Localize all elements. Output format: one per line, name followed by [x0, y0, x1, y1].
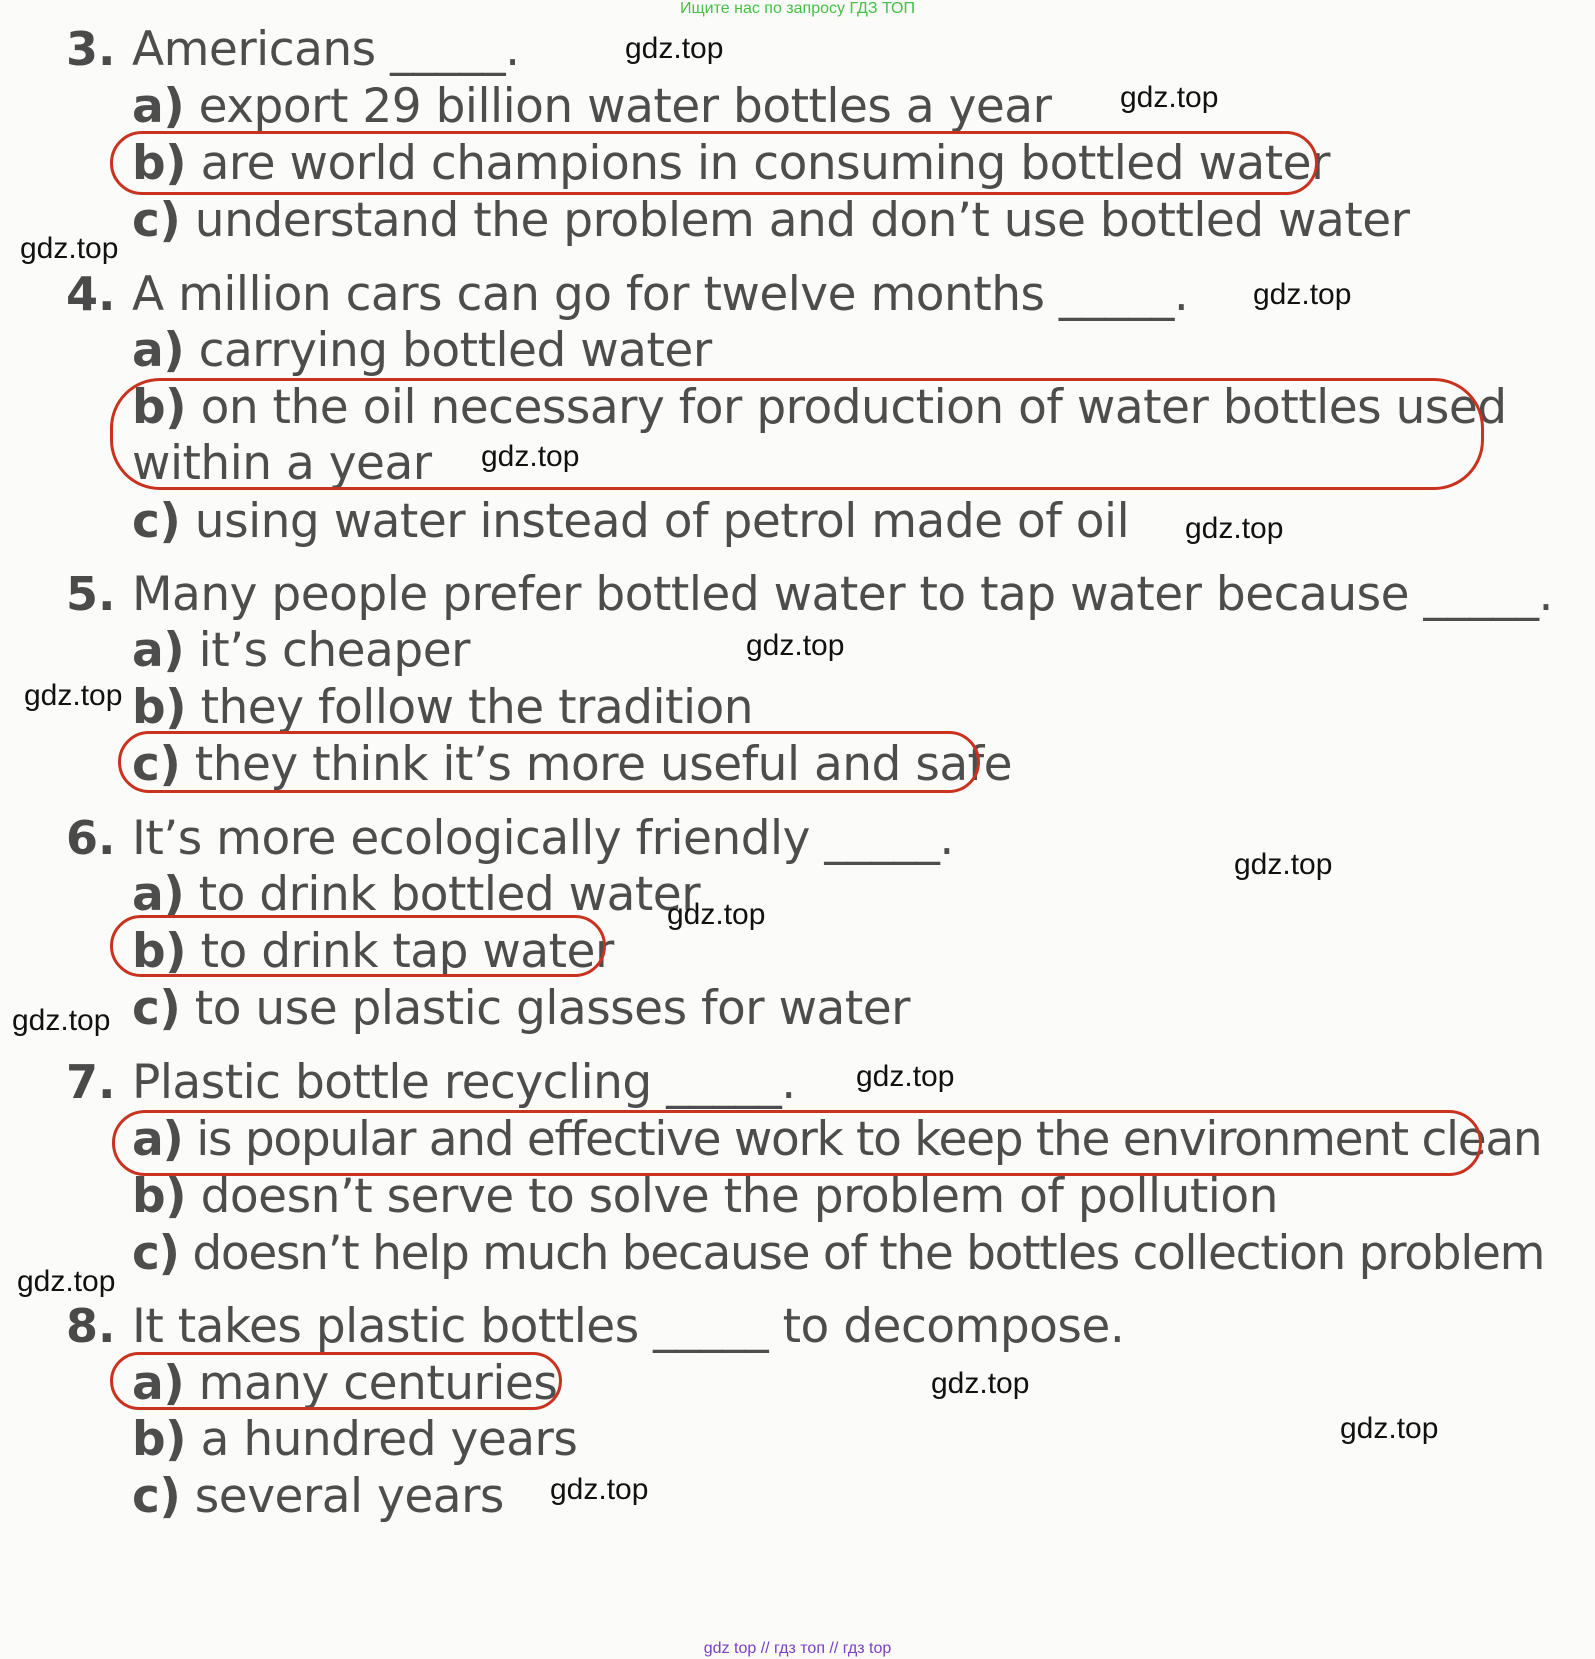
- option-letter: a): [132, 867, 185, 922]
- option-text: it’s cheaper: [198, 623, 470, 678]
- option-8b: [132, 1412, 578, 1467]
- watermark: gdz.top: [550, 1473, 649, 1506]
- option-letter: c): [132, 494, 181, 549]
- option-letter: c): [132, 193, 181, 248]
- answer-circle: [112, 1110, 1482, 1176]
- question-number: 3.: [66, 22, 116, 76]
- option-3a: [132, 79, 1052, 134]
- watermark: gdz.top: [667, 898, 766, 931]
- option-text: is popular and effective work to keep the environment clean: [196, 1112, 1542, 1167]
- option-letter: c): [132, 981, 181, 1036]
- option-text: understand the problem and don’t use bottled water: [194, 193, 1410, 248]
- option-3c: [132, 193, 1410, 248]
- option-text: carrying bottled water: [198, 323, 712, 378]
- watermark: gdz.top: [1340, 1412, 1439, 1445]
- question-stem: Americans _____.: [132, 22, 520, 77]
- option-letter: c): [132, 1226, 179, 1281]
- top-banner: Ищите нас по запросу ГДЗ ТОП: [680, 0, 915, 17]
- question-stem: It’s more ecologically friendly _____.: [132, 811, 954, 866]
- option-letter: b): [132, 1169, 187, 1224]
- option-letter: b): [132, 680, 187, 735]
- option-7c: [132, 1226, 1545, 1281]
- option-text: are world champions in consuming bottled water: [200, 136, 1330, 191]
- question-number: 4.: [66, 267, 116, 321]
- watermark: gdz.top: [481, 440, 580, 473]
- question-number: 5.: [66, 567, 116, 621]
- footer-links: gdz top // гдз топ // гдз top: [703, 1640, 892, 1657]
- watermark: gdz.top: [20, 232, 119, 265]
- option-text: a hundred years: [200, 1412, 578, 1467]
- watermark: gdz.top: [17, 1265, 116, 1298]
- answer-circle: [110, 131, 1318, 195]
- watermark: gdz.top: [931, 1367, 1030, 1400]
- option-letter: a): [132, 1356, 185, 1411]
- option-text: they follow the tradition: [200, 680, 754, 735]
- watermark: gdz.top: [746, 629, 845, 662]
- option-text: to use plastic glasses for water: [194, 981, 910, 1036]
- watermark: gdz.top: [24, 679, 123, 712]
- option-text: many centuries: [198, 1356, 558, 1411]
- question-stem: Many people prefer bottled water to tap water because _____.: [132, 567, 1553, 622]
- option-letter: a): [132, 1112, 183, 1167]
- option-letter: b): [132, 1412, 187, 1467]
- option-5a: [132, 623, 470, 678]
- option-letter: a): [132, 79, 185, 134]
- question-stem: It takes plastic bottles _____ to decompose.: [132, 1299, 1125, 1354]
- option-text: to drink tap water: [200, 924, 614, 979]
- watermark: gdz.top: [12, 1004, 111, 1037]
- watermark: gdz.top: [1253, 278, 1352, 311]
- option-letter: a): [132, 323, 185, 378]
- option-text: doesn’t help much because of the bottles collection problem: [192, 1226, 1545, 1281]
- option-6c: [132, 981, 910, 1036]
- answer-circle: [118, 731, 980, 793]
- question-stem: Plastic bottle recycling _____.: [132, 1055, 796, 1110]
- question-number: 8.: [66, 1299, 116, 1353]
- option-7b: [132, 1169, 1278, 1224]
- watermark: gdz.top: [1185, 512, 1284, 545]
- option-text: to drink bottled water: [198, 867, 701, 922]
- watermark: gdz.top: [856, 1060, 955, 1093]
- answer-circle: [110, 915, 606, 977]
- option-4c: [132, 494, 1130, 549]
- question-number: 6.: [66, 811, 116, 865]
- option-text: export 29 billion water bottles a year: [198, 79, 1052, 134]
- watermark: gdz.top: [1234, 848, 1333, 881]
- option-6a: [132, 867, 701, 922]
- option-5b: [132, 680, 754, 735]
- option-letter: b): [132, 136, 187, 191]
- option-4b-continuation: within a year: [132, 436, 432, 491]
- option-text: doesn’t serve to solve the problem of pollution: [200, 1169, 1278, 1224]
- watermark: gdz.top: [625, 32, 724, 65]
- option-4a: [132, 323, 712, 378]
- answer-circle: [110, 378, 1484, 490]
- answer-circle: [110, 1352, 562, 1410]
- question-number: 7.: [66, 1055, 116, 1109]
- option-letter: b): [132, 380, 187, 435]
- option-text: several years: [194, 1469, 504, 1524]
- option-8c: [132, 1469, 504, 1524]
- watermark: gdz.top: [1120, 81, 1219, 114]
- option-text: on the oil necessary for production of water bottles used: [200, 380, 1507, 435]
- option-text: they think it’s more useful and safe: [194, 737, 1013, 792]
- question-stem: A million cars can go for twelve months _____.: [132, 267, 1189, 322]
- option-letter: b): [132, 924, 187, 979]
- option-letter: a): [132, 623, 185, 678]
- option-letter: c): [132, 737, 181, 792]
- option-text: using water instead of petrol made of oil: [194, 494, 1130, 549]
- option-letter: c): [132, 1469, 181, 1524]
